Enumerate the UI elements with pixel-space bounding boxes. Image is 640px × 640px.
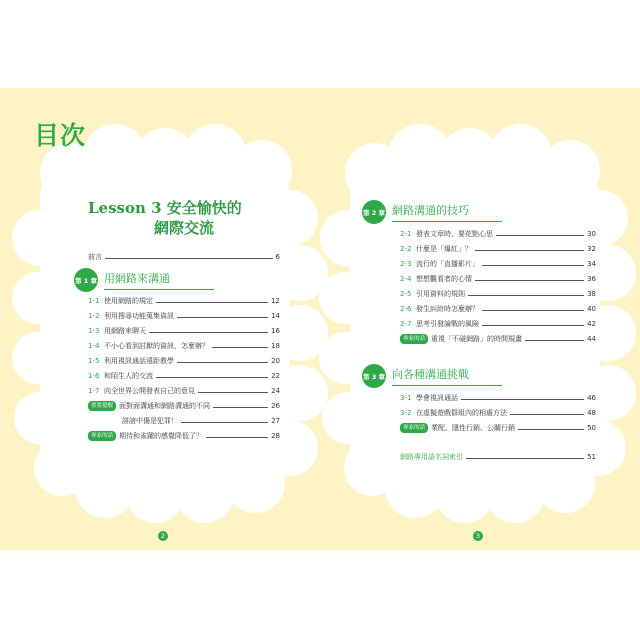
leader-line bbox=[181, 422, 268, 423]
toc-page: 30 bbox=[587, 230, 596, 238]
toc-preface[interactable] bbox=[88, 252, 280, 262]
toc-num: 2-1 bbox=[400, 230, 412, 238]
toc-title: 不小心看到討厭的資訊，怎麼辦？ bbox=[104, 342, 209, 350]
leader-line bbox=[213, 407, 268, 408]
leader-line bbox=[105, 258, 273, 259]
toc-num: 1-2 bbox=[88, 312, 100, 320]
toc-page: 26 bbox=[271, 402, 280, 410]
toc-item[interactable] bbox=[400, 259, 596, 269]
toc-page: 40 bbox=[587, 305, 596, 313]
toc-item[interactable] bbox=[88, 311, 280, 321]
leader-line bbox=[461, 399, 584, 400]
chapter-badge: 第 3 章 bbox=[362, 364, 386, 388]
tag-badge: 專家的話 bbox=[400, 423, 428, 433]
toc-page: 18 bbox=[271, 342, 280, 350]
toc-item[interactable] bbox=[400, 229, 596, 239]
leader-line bbox=[177, 317, 268, 318]
toc-num: 1-4 bbox=[88, 342, 100, 350]
leader-line bbox=[468, 295, 584, 296]
leader-line bbox=[177, 362, 268, 363]
toc-page: 27 bbox=[271, 417, 280, 425]
toc-extra[interactable] bbox=[400, 334, 596, 344]
chapter-title: 向各種溝通挑戰 bbox=[392, 366, 502, 386]
leader-line bbox=[466, 458, 584, 459]
toc-page: 38 bbox=[587, 290, 596, 298]
toc-title: 什麼是「爆紅」？ bbox=[416, 245, 472, 253]
lesson-line-1: Lesson 3 安全愉快的 bbox=[88, 199, 242, 217]
toc-item[interactable] bbox=[88, 326, 280, 336]
page-number-left: 2 bbox=[158, 531, 168, 541]
toc-item[interactable] bbox=[400, 393, 596, 403]
leader-line bbox=[482, 265, 584, 266]
toc-num: 2-4 bbox=[400, 275, 412, 283]
toc-title: 利用搜尋功能蒐集資訊 bbox=[104, 312, 174, 320]
toc-num: 2-6 bbox=[400, 305, 412, 313]
toc-item[interactable] bbox=[88, 386, 280, 396]
toc-page: 46 bbox=[587, 394, 596, 402]
leader-line bbox=[510, 414, 584, 415]
toc-page: 24 bbox=[271, 387, 280, 395]
toc-item[interactable] bbox=[88, 296, 280, 306]
toc-page: 14 bbox=[271, 312, 280, 320]
chapter-1-heading[interactable] bbox=[74, 268, 214, 292]
leader-line bbox=[198, 392, 268, 393]
toc-page: 22 bbox=[271, 372, 280, 380]
toc-item[interactable] bbox=[400, 289, 596, 299]
toc-page: 28 bbox=[271, 432, 280, 440]
toc-num: 2-5 bbox=[400, 290, 412, 298]
lesson-line-2: 網際交流 bbox=[154, 219, 215, 237]
toc-num: 1-6 bbox=[88, 372, 100, 380]
toc-title: 引用資料的規則 bbox=[416, 290, 465, 298]
leader-line bbox=[518, 429, 584, 430]
toc-item[interactable] bbox=[400, 408, 596, 418]
toc-title: 使用網路的規定 bbox=[104, 297, 153, 305]
toc-title: 利用視訊通話遠距教學 bbox=[104, 357, 174, 365]
toc-extra[interactable] bbox=[122, 416, 280, 426]
toc-num: 3-1 bbox=[400, 394, 412, 402]
leader-line bbox=[475, 250, 584, 251]
toc-title: 學會視訊通話 bbox=[416, 394, 458, 402]
toc-num: 1-5 bbox=[88, 357, 100, 365]
chapter-badge: 第 2 章 bbox=[362, 200, 386, 224]
toc-item[interactable] bbox=[400, 319, 596, 329]
leader-line bbox=[156, 377, 268, 378]
leader-line bbox=[525, 340, 584, 341]
toc-title: 業配、隱性行銷、公關行銷 bbox=[431, 424, 516, 432]
page-title: 目次 bbox=[34, 121, 87, 150]
tag-badge: 專家的話 bbox=[88, 431, 116, 441]
toc-title: 誹謗中傷是犯罪！ bbox=[122, 417, 178, 425]
toc-item[interactable] bbox=[400, 274, 596, 284]
chapter-3-heading[interactable] bbox=[362, 364, 502, 388]
toc-item[interactable] bbox=[88, 341, 280, 351]
toc-num: 1-7 bbox=[88, 387, 100, 395]
chapter-title: 用網路來溝通 bbox=[104, 270, 214, 290]
toc-page: 20 bbox=[271, 357, 280, 365]
toc-extra[interactable] bbox=[88, 431, 280, 441]
leader-line bbox=[212, 347, 268, 348]
toc-page: 48 bbox=[587, 409, 596, 417]
toc-extra[interactable] bbox=[88, 401, 280, 411]
toc-page: 32 bbox=[587, 245, 596, 253]
toc-num: 2-7 bbox=[400, 320, 412, 328]
toc-title: 和陌生人的交流 bbox=[104, 372, 153, 380]
toc-num: 2-2 bbox=[400, 245, 412, 253]
leader-line bbox=[475, 280, 584, 281]
lesson-title bbox=[88, 198, 242, 238]
toc-num: 1-1 bbox=[88, 297, 100, 305]
toc-page: 34 bbox=[587, 260, 596, 268]
page-number-right: 3 bbox=[473, 531, 483, 541]
toc-extra[interactable] bbox=[400, 423, 596, 433]
toc-page: 44 bbox=[587, 335, 596, 343]
toc-title: 思考引發論戰的風險 bbox=[416, 320, 479, 328]
leader-line bbox=[482, 325, 584, 326]
toc-page: 16 bbox=[271, 327, 280, 335]
toc-page: 42 bbox=[587, 320, 596, 328]
toc-page: 50 bbox=[587, 424, 596, 432]
toc-title: 想想觀看者的心情 bbox=[416, 275, 472, 283]
chapter-badge: 第 1 章 bbox=[74, 268, 98, 292]
book-spread bbox=[0, 88, 640, 550]
toc-title: 向全世界公開發表自己的意見 bbox=[104, 387, 195, 395]
leader-line bbox=[206, 437, 268, 438]
chapter-2-heading[interactable] bbox=[362, 200, 502, 224]
leader-line bbox=[482, 310, 584, 311]
toc-item[interactable] bbox=[400, 304, 596, 314]
toc-title: 面對面溝通和網路溝通的不同 bbox=[119, 402, 211, 410]
toc-title: 發表文章時，要花點心思 bbox=[416, 230, 493, 238]
toc-item[interactable] bbox=[88, 371, 280, 381]
tag-badge: 重要提醒 bbox=[88, 401, 116, 411]
leader-line bbox=[496, 235, 584, 236]
toc-title: 重視「不碰網路」的時間規畫 bbox=[431, 335, 523, 343]
toc-item[interactable] bbox=[88, 356, 280, 366]
toc-num: 1-3 bbox=[88, 327, 100, 335]
toc-item[interactable] bbox=[400, 244, 596, 254]
toc-title: 用網路來聊天 bbox=[104, 327, 146, 335]
leader-line bbox=[156, 302, 268, 303]
toc-num: 2-3 bbox=[400, 260, 412, 268]
toc-page: 51 bbox=[587, 453, 596, 461]
toc-page: 12 bbox=[271, 297, 280, 305]
toc-title: 期待和雀躍的感覺降低了？ bbox=[119, 432, 204, 440]
toc-page: 36 bbox=[587, 275, 596, 283]
toc-page: 6 bbox=[275, 253, 280, 261]
leader-line bbox=[149, 332, 268, 333]
toc-title: 網路專用語名詞索引 bbox=[400, 453, 463, 461]
toc-index[interactable] bbox=[400, 452, 596, 462]
toc-title: 在虛擬遊戲群組內的相處方法 bbox=[416, 409, 507, 417]
toc-num: 3-2 bbox=[400, 409, 412, 417]
toc-title: 發生糾紛時怎麼辦？ bbox=[416, 305, 479, 313]
chapter-title: 網路溝通的技巧 bbox=[392, 202, 502, 222]
toc-title: 流行的「直播影片」 bbox=[416, 260, 479, 268]
toc-title: 前言 bbox=[88, 253, 102, 261]
tag-badge: 專家的話 bbox=[400, 334, 428, 344]
